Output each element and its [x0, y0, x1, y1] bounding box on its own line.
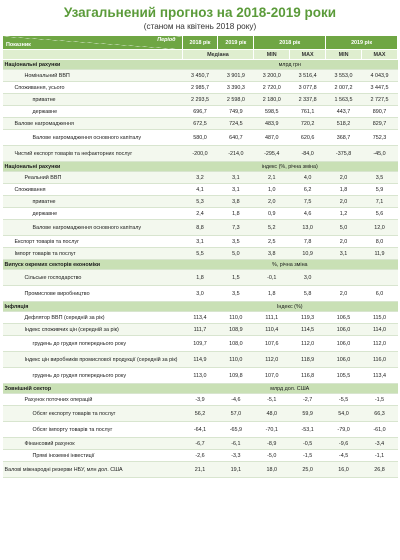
row-value: 5,6	[362, 208, 398, 220]
row-value: 113,0	[182, 368, 218, 384]
row-value: 115,0	[362, 312, 398, 324]
row-value: 443,7	[326, 106, 362, 118]
row-value: 3,5	[218, 236, 254, 248]
section-unit: млрд дол. США	[182, 384, 397, 394]
table-body	[3, 60, 398, 478]
section-title: Випуск окремих секторів економіки	[3, 260, 183, 270]
row-value: 5,3	[182, 196, 218, 208]
row-value: -375,8	[326, 146, 362, 162]
row-value: 2 293,5	[182, 94, 218, 106]
row-value: 112,0	[362, 336, 398, 352]
row-value: 1,0	[254, 184, 290, 196]
row-value: -64,1	[182, 422, 218, 438]
row-value: 25,0	[290, 462, 326, 478]
row-label: Рахунок поточних операцій	[3, 394, 183, 406]
row-value: -70,1	[254, 422, 290, 438]
header-period: Період	[157, 37, 176, 43]
row-value: 1,8	[182, 270, 218, 286]
row-value: -4,6	[218, 394, 254, 406]
table-row	[3, 130, 398, 146]
row-value: 106,5	[326, 312, 362, 324]
row-value: 8,0	[362, 236, 398, 248]
table-row	[3, 220, 398, 236]
row-value: 4,0	[290, 172, 326, 184]
row-value: 890,7	[362, 106, 398, 118]
table-row	[3, 438, 398, 450]
row-value: -6,7	[182, 438, 218, 450]
header-median: Медіана	[182, 50, 254, 60]
row-value: 112,0	[290, 336, 326, 352]
row-value: -2,6	[182, 450, 218, 462]
row-value: 368,7	[326, 130, 362, 146]
row-value: -0,5	[290, 438, 326, 450]
row-value: 66,3	[362, 406, 398, 422]
section-header	[3, 60, 398, 70]
row-value: 1 563,5	[326, 94, 362, 106]
row-value: 752,3	[362, 130, 398, 146]
row-value: 1,8	[326, 184, 362, 196]
row-label: Прямі іноземні інвестиції	[3, 450, 183, 462]
row-value: 1,2	[326, 208, 362, 220]
row-value: 5,8	[290, 286, 326, 302]
row-value: -2,7	[290, 394, 326, 406]
row-label: Номінальний ВВП	[3, 70, 183, 82]
row-label: приватне	[3, 94, 183, 106]
section-unit: Індекс (%)	[182, 302, 397, 312]
row-value: 108,9	[218, 324, 254, 336]
row-value: -45,0	[362, 146, 398, 162]
row-value: 2,1	[254, 172, 290, 184]
table-row	[3, 270, 398, 286]
row-value: 26,8	[362, 462, 398, 478]
row-value: 106,0	[326, 336, 362, 352]
row-value: 106,0	[326, 324, 362, 336]
row-value: 111,7	[182, 324, 218, 336]
table-row	[3, 248, 398, 260]
header-2018-range: 2018 рік	[254, 36, 326, 50]
table-row	[3, 172, 398, 184]
row-value: 6,0	[362, 286, 398, 302]
row-value: -79,0	[326, 422, 362, 438]
header-min-2019: MIN	[326, 50, 362, 60]
row-value: 11,9	[362, 248, 398, 260]
row-value: 111,1	[254, 312, 290, 324]
row-label: Експорт товарів та послуг	[3, 236, 183, 248]
row-value: 16,0	[326, 462, 362, 478]
row-value: -5,5	[326, 394, 362, 406]
row-value: 118,9	[290, 352, 326, 368]
row-value: 1,8	[254, 286, 290, 302]
row-value: 2 720,0	[254, 82, 290, 94]
row-value	[326, 270, 362, 286]
row-value: 7,8	[290, 236, 326, 248]
row-value: 7,3	[218, 220, 254, 236]
row-value: 1,5	[218, 270, 254, 286]
row-value: 18,0	[254, 462, 290, 478]
row-value: 3 077,8	[290, 82, 326, 94]
row-value: 116,8	[290, 368, 326, 384]
row-value: 54,0	[326, 406, 362, 422]
row-value: 57,0	[218, 406, 254, 422]
header-max-2018: MAX	[290, 50, 326, 60]
row-value	[362, 270, 398, 286]
row-value: -0,1	[254, 270, 290, 286]
header-blank	[3, 50, 183, 60]
row-value: -1,5	[290, 450, 326, 462]
row-value: -9,6	[326, 438, 362, 450]
row-value: -214,0	[218, 146, 254, 162]
row-value: 4,1	[182, 184, 218, 196]
table-row	[3, 94, 398, 106]
row-value: 598,5	[254, 106, 290, 118]
row-value: 108,0	[218, 336, 254, 352]
row-value: -3,3	[218, 450, 254, 462]
section-title: Національні рахунки	[3, 60, 183, 70]
row-value: 114,5	[290, 324, 326, 336]
row-label: Індекс цін виробників промислової продукції (середній за рік)	[3, 352, 183, 368]
header-2019: 2019 рік	[218, 36, 254, 50]
row-value: 6,2	[290, 184, 326, 196]
table-row	[3, 184, 398, 196]
row-value: 113,4	[362, 368, 398, 384]
row-label: Промислове виробництво	[3, 286, 183, 302]
table-row	[3, 312, 398, 324]
row-value: 109,8	[218, 368, 254, 384]
row-value: 5,0	[218, 248, 254, 260]
row-value: 110,0	[218, 312, 254, 324]
row-value: 672,5	[182, 118, 218, 130]
row-label: Реальний ВВП	[3, 172, 183, 184]
row-value: 3 901,9	[218, 70, 254, 82]
row-value: 2 598,0	[218, 94, 254, 106]
row-label: приватне	[3, 196, 183, 208]
row-value: 483,9	[254, 118, 290, 130]
row-value: 5,2	[254, 220, 290, 236]
row-value: 640,7	[218, 130, 254, 146]
header-corner	[3, 36, 183, 50]
header-indicator: Показник	[6, 42, 31, 48]
row-label: Імпорт товарів та послуг	[3, 248, 183, 260]
row-label: Чистий експорт товарів та нефакторних послуг	[3, 146, 183, 162]
row-label: Дефлятор ВВП (середній за рік)	[3, 312, 183, 324]
table-row	[3, 286, 398, 302]
row-value: 487,0	[254, 130, 290, 146]
row-value: -3,4	[362, 438, 398, 450]
row-label: Споживання, усього	[3, 82, 183, 94]
row-value: 3,8	[254, 248, 290, 260]
row-value: 110,0	[218, 352, 254, 368]
row-value: 3,1	[182, 236, 218, 248]
row-label: державне	[3, 208, 183, 220]
table-row	[3, 462, 398, 478]
row-value: 105,5	[326, 368, 362, 384]
row-label: Індекс споживчих цін (середній за рік)	[3, 324, 183, 336]
table-row	[3, 118, 398, 130]
row-value: 829,7	[362, 118, 398, 130]
row-value: 3,8	[218, 196, 254, 208]
row-value: 3,5	[218, 286, 254, 302]
row-value: 2,0	[326, 196, 362, 208]
table-row	[3, 146, 398, 162]
row-label: Фінансовий рахунок	[3, 438, 183, 450]
row-value: 518,2	[326, 118, 362, 130]
row-value: 3 450,7	[182, 70, 218, 82]
section-header	[3, 302, 398, 312]
row-value: 3,0	[182, 286, 218, 302]
row-value: -200,0	[182, 146, 218, 162]
row-value: -1,5	[362, 394, 398, 406]
row-value: 620,6	[290, 130, 326, 146]
row-value: 3 447,5	[362, 82, 398, 94]
row-value: 3,1	[218, 184, 254, 196]
row-value: 8,8	[182, 220, 218, 236]
row-value: 116,0	[362, 352, 398, 368]
row-value: 113,4	[182, 312, 218, 324]
row-value: 2,5	[254, 236, 290, 248]
section-header	[3, 384, 398, 394]
table-row	[3, 368, 398, 384]
row-label: Валове нагромадження основного капіталу	[3, 130, 183, 146]
row-label: Обсяг імпорту товарів та послуг	[3, 422, 183, 438]
row-value: 580,0	[182, 130, 218, 146]
row-label: Обсяг експорту товарів та послуг	[3, 406, 183, 422]
page-subtitle: (станом на квітень 2018 року)	[143, 22, 257, 31]
row-label: Валове нагромадження	[3, 118, 183, 130]
row-label: державне	[3, 106, 183, 118]
row-value: 3 390,3	[218, 82, 254, 94]
row-value: 114,0	[362, 324, 398, 336]
row-value: -53,1	[290, 422, 326, 438]
row-label: Сільське господарство	[3, 270, 183, 286]
table-row	[3, 70, 398, 82]
header-min-2018: MIN	[254, 50, 290, 60]
table-row	[3, 106, 398, 118]
row-value: 110,4	[254, 324, 290, 336]
row-value: -8,9	[254, 438, 290, 450]
row-value: 7,5	[290, 196, 326, 208]
row-value: 3,2	[182, 172, 218, 184]
table-row	[3, 422, 398, 438]
row-label: Валові міжнародні резерви НБУ, млн дол. США	[3, 462, 183, 478]
row-value: 59,9	[290, 406, 326, 422]
row-value: 761,1	[290, 106, 326, 118]
section-unit: індекс (%, річна зміна)	[182, 162, 397, 172]
row-value: 56,2	[182, 406, 218, 422]
row-value: 19,1	[218, 462, 254, 478]
row-value: -5,1	[254, 394, 290, 406]
forecast-table	[2, 35, 398, 478]
header-2019-range: 2019 рік	[326, 36, 398, 50]
row-value: 3,0	[290, 270, 326, 286]
row-value: -295,4	[254, 146, 290, 162]
row-value: 21,1	[182, 462, 218, 478]
table-row	[3, 236, 398, 248]
row-value: 2,0	[254, 196, 290, 208]
row-value: 106,0	[326, 352, 362, 368]
row-value: -5,0	[254, 450, 290, 462]
row-value: 0,9	[254, 208, 290, 220]
row-value: 724,5	[218, 118, 254, 130]
row-value: 720,2	[290, 118, 326, 130]
section-title: Зовнішній сектор	[3, 384, 183, 394]
row-value: 10,9	[290, 248, 326, 260]
page-title: Узагальнений прогноз на 2018-2019 роки	[63, 5, 337, 20]
row-value: 5,5	[182, 248, 218, 260]
row-value: 2 180,0	[254, 94, 290, 106]
row-value: 2 985,7	[182, 82, 218, 94]
row-value: 2,0	[326, 172, 362, 184]
row-value: 109,7	[182, 336, 218, 352]
section-unit: млрд грн	[182, 60, 397, 70]
row-value: 2 007,2	[326, 82, 362, 94]
row-value: 48,0	[254, 406, 290, 422]
row-value: 1,8	[218, 208, 254, 220]
table-row	[3, 82, 398, 94]
row-label: Споживання	[3, 184, 183, 196]
row-value: 119,3	[290, 312, 326, 324]
row-value: 3,5	[362, 172, 398, 184]
row-value: 2 727,5	[362, 94, 398, 106]
row-value: 2,0	[326, 286, 362, 302]
row-label: Валове нагромадження основного капіталу	[3, 220, 183, 236]
row-value: 3,1	[218, 172, 254, 184]
row-value: -4,5	[326, 450, 362, 462]
row-value: 2,0	[326, 236, 362, 248]
table-row	[3, 406, 398, 422]
row-value: 749,9	[218, 106, 254, 118]
section-title: Інфляція	[3, 302, 183, 312]
row-value: -84,0	[290, 146, 326, 162]
row-label: грудень до грудня попереднього року	[3, 336, 183, 352]
row-value: 5,0	[326, 220, 362, 236]
table-row	[3, 394, 398, 406]
section-unit: %, річна зміна	[182, 260, 397, 270]
table-row	[3, 450, 398, 462]
row-value: 112,0	[254, 352, 290, 368]
row-value: 2 337,8	[290, 94, 326, 106]
row-value: -6,1	[218, 438, 254, 450]
row-value: -61,0	[362, 422, 398, 438]
row-value: 3 553,0	[326, 70, 362, 82]
section-title: Національні рахунки	[3, 162, 183, 172]
table-row	[3, 196, 398, 208]
row-value: 12,0	[362, 220, 398, 236]
row-value: 3 200,0	[254, 70, 290, 82]
header-max-2019: MAX	[362, 50, 398, 60]
section-header	[3, 260, 398, 270]
row-value: -1,1	[362, 450, 398, 462]
header-2018: 2018 рік	[182, 36, 218, 50]
table-row	[3, 336, 398, 352]
row-value: -3,9	[182, 394, 218, 406]
row-value: 5,9	[362, 184, 398, 196]
row-label: грудень до грудня попереднього року	[3, 368, 183, 384]
row-value: 114,9	[182, 352, 218, 368]
row-value: 107,0	[254, 368, 290, 384]
row-value: 4,6	[290, 208, 326, 220]
row-value: 7,1	[362, 196, 398, 208]
row-value: -65,9	[218, 422, 254, 438]
row-value: 13,0	[290, 220, 326, 236]
row-value: 3 516,4	[290, 70, 326, 82]
table-row	[3, 208, 398, 220]
row-value: 2,4	[182, 208, 218, 220]
row-value: 4 043,9	[362, 70, 398, 82]
table-row	[3, 324, 398, 336]
row-value: 696,7	[182, 106, 218, 118]
row-value: 107,6	[254, 336, 290, 352]
section-header	[3, 162, 398, 172]
table-row	[3, 352, 398, 368]
row-value: 3,1	[326, 248, 362, 260]
